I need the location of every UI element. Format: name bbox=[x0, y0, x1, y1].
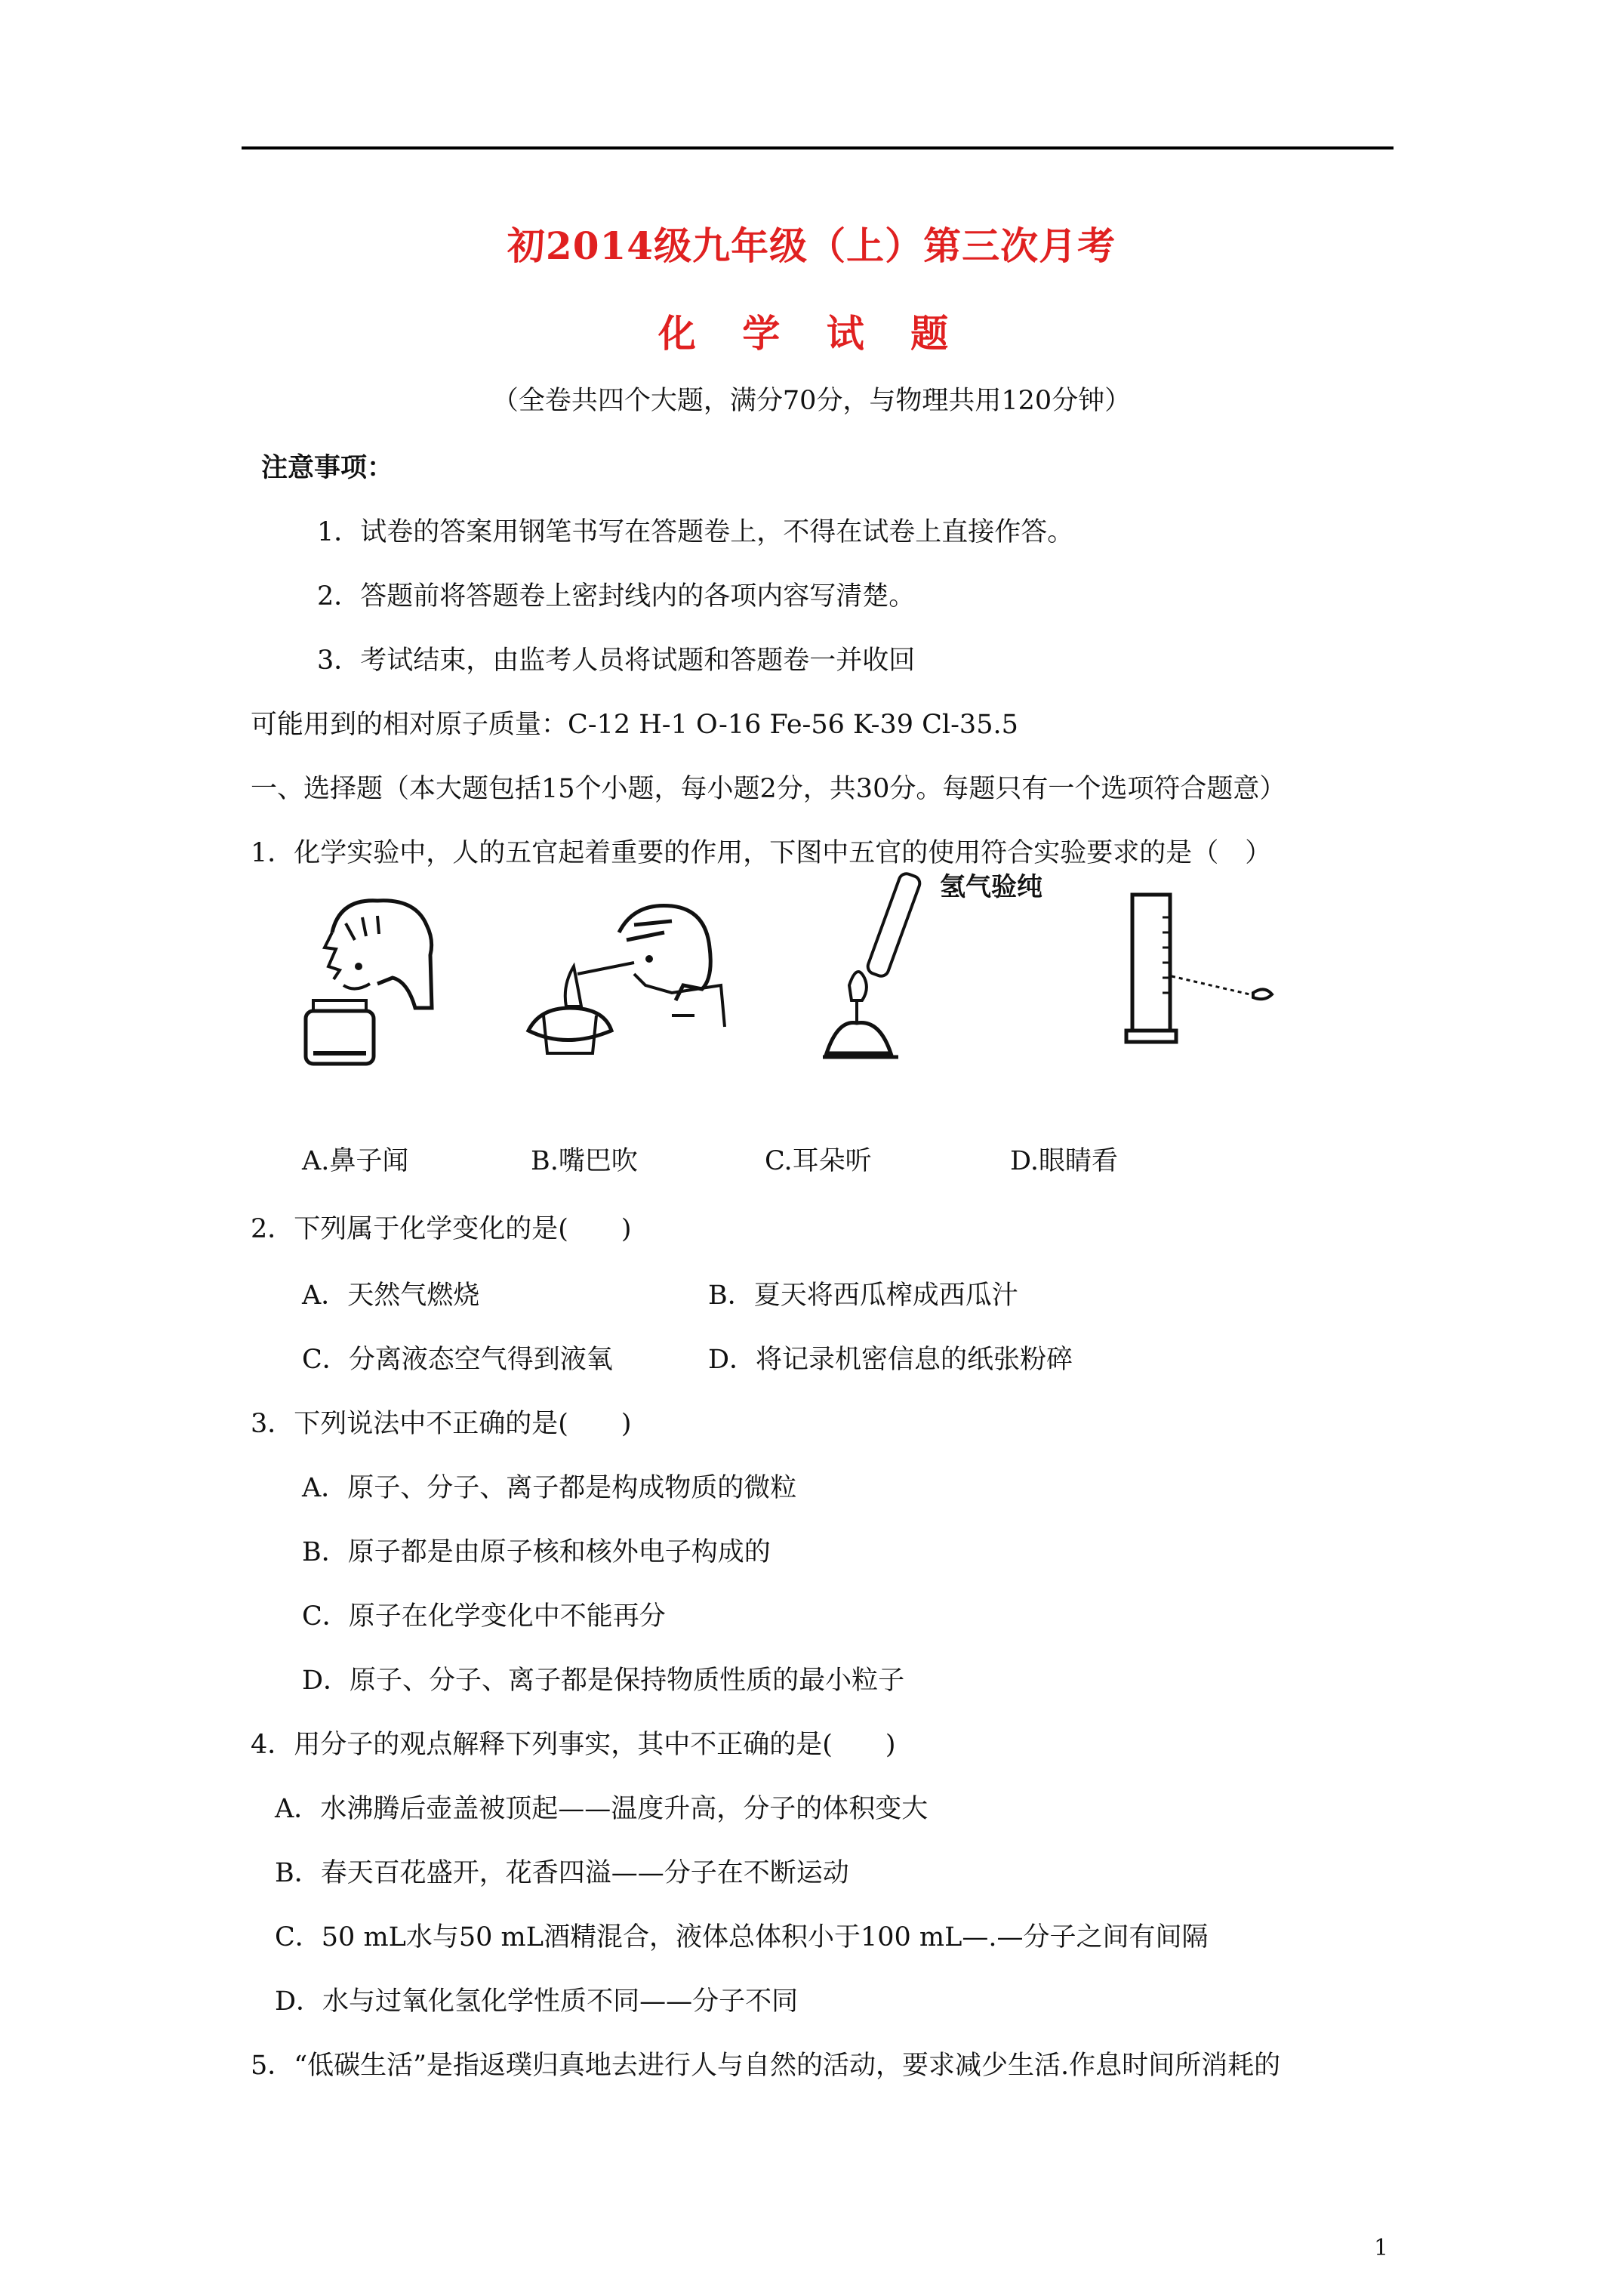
section-heading: 一、选择题（本大题包括15个小题，每小题2分，共30分。每题只有一个选项符合题意） bbox=[251, 774, 1286, 804]
exam-title: 初2014级九年级（上）第三次月考 bbox=[507, 223, 1116, 268]
hydrogen-test-figure bbox=[815, 868, 936, 1072]
notice-heading: 注意事项： bbox=[261, 452, 394, 483]
q2-option-b: B．夏天将西瓜榨成西瓜汁 bbox=[708, 1281, 1018, 1311]
notice-item: 3．考试结束，由监考人员将试题和答题卷一并收回 bbox=[317, 646, 916, 676]
notice-item: 2．答题前将答题卷上密封线内的各项内容写清楚。 bbox=[317, 581, 916, 612]
question-stem: 1．化学实验中，人的五官起着重要的作用，下图中五官的使用符合实验要求的是（ ） bbox=[251, 838, 1272, 868]
q1-option-a: A.鼻子闻 bbox=[302, 1146, 409, 1176]
q1-option-b: B.嘴巴吹 bbox=[531, 1146, 638, 1176]
q4-option-b: B．春天百花盛开，花香四溢——分子在不断运动 bbox=[275, 1858, 849, 1888]
q3-option-b: B．原子都是由原子核和核外电子构成的 bbox=[302, 1537, 771, 1567]
q4-option-d: D．水与过氧化氢化学性质不同——分子不同 bbox=[275, 1986, 799, 2017]
q2-option-a: A．天然气燃烧 bbox=[302, 1281, 480, 1311]
smell-figure bbox=[302, 895, 438, 1068]
q2-option-d: D．将记录机密信息的纸张粉碎 bbox=[708, 1345, 1073, 1375]
eye-reading-figure bbox=[1117, 887, 1283, 1046]
notice-item: 1．试卷的答案用钢笔书写在答题卷上，不得在试卷上直接作答。 bbox=[317, 517, 1074, 547]
blow-figure bbox=[521, 902, 732, 1068]
q3-option-c: C．原子在化学变化中不能再分 bbox=[302, 1601, 666, 1632]
exam-note: （全卷共四个大题，满分70分，与物理共用120分钟） bbox=[491, 386, 1132, 416]
question-stem: 3．下列说法中不正确的是( ) bbox=[251, 1409, 632, 1439]
question-stem: 2．下列属于化学变化的是( ) bbox=[251, 1214, 632, 1244]
page-number: 1 bbox=[1374, 2235, 1389, 2261]
q4-option-a: A．水沸腾后壶盖被顶起——温度升高，分子的体积变大 bbox=[275, 1794, 929, 1824]
exam-subtitle: 化 学 试 题 bbox=[658, 311, 965, 356]
q1-option-d: D.眼睛看 bbox=[1010, 1146, 1118, 1176]
q1-option-c: C.耳朵听 bbox=[765, 1146, 872, 1176]
q3-option-a: A．原子、分子、离子都是构成物质的微粒 bbox=[302, 1473, 797, 1503]
q3-option-d: D．原子、分子、离子都是保持物质性质的最小粒子 bbox=[302, 1666, 905, 1696]
figure-label: 氢气验纯 bbox=[940, 872, 1042, 902]
question-stem: 5．“低碳生活”是指返璞归真地去进行人与自然的活动，要求减少生活.作息时间所消耗的 bbox=[251, 2051, 1281, 2081]
header-rule bbox=[242, 146, 1394, 149]
q2-option-c: C．分离液态空气得到液氧 bbox=[302, 1345, 613, 1375]
q4-option-c: C．50 mL水与50 mL酒精混合，液体总体积小于100 mL—.—分子之间有间隔 bbox=[275, 1922, 1209, 1952]
atomic-mass-line: 可能用到的相对原子质量：C-12 H-1 O-16 Fe-56 K-39 Cl-35.5 bbox=[251, 710, 1018, 740]
question-stem: 4．用分子的观点解释下列事实，其中不正确的是( ) bbox=[251, 1730, 896, 1760]
